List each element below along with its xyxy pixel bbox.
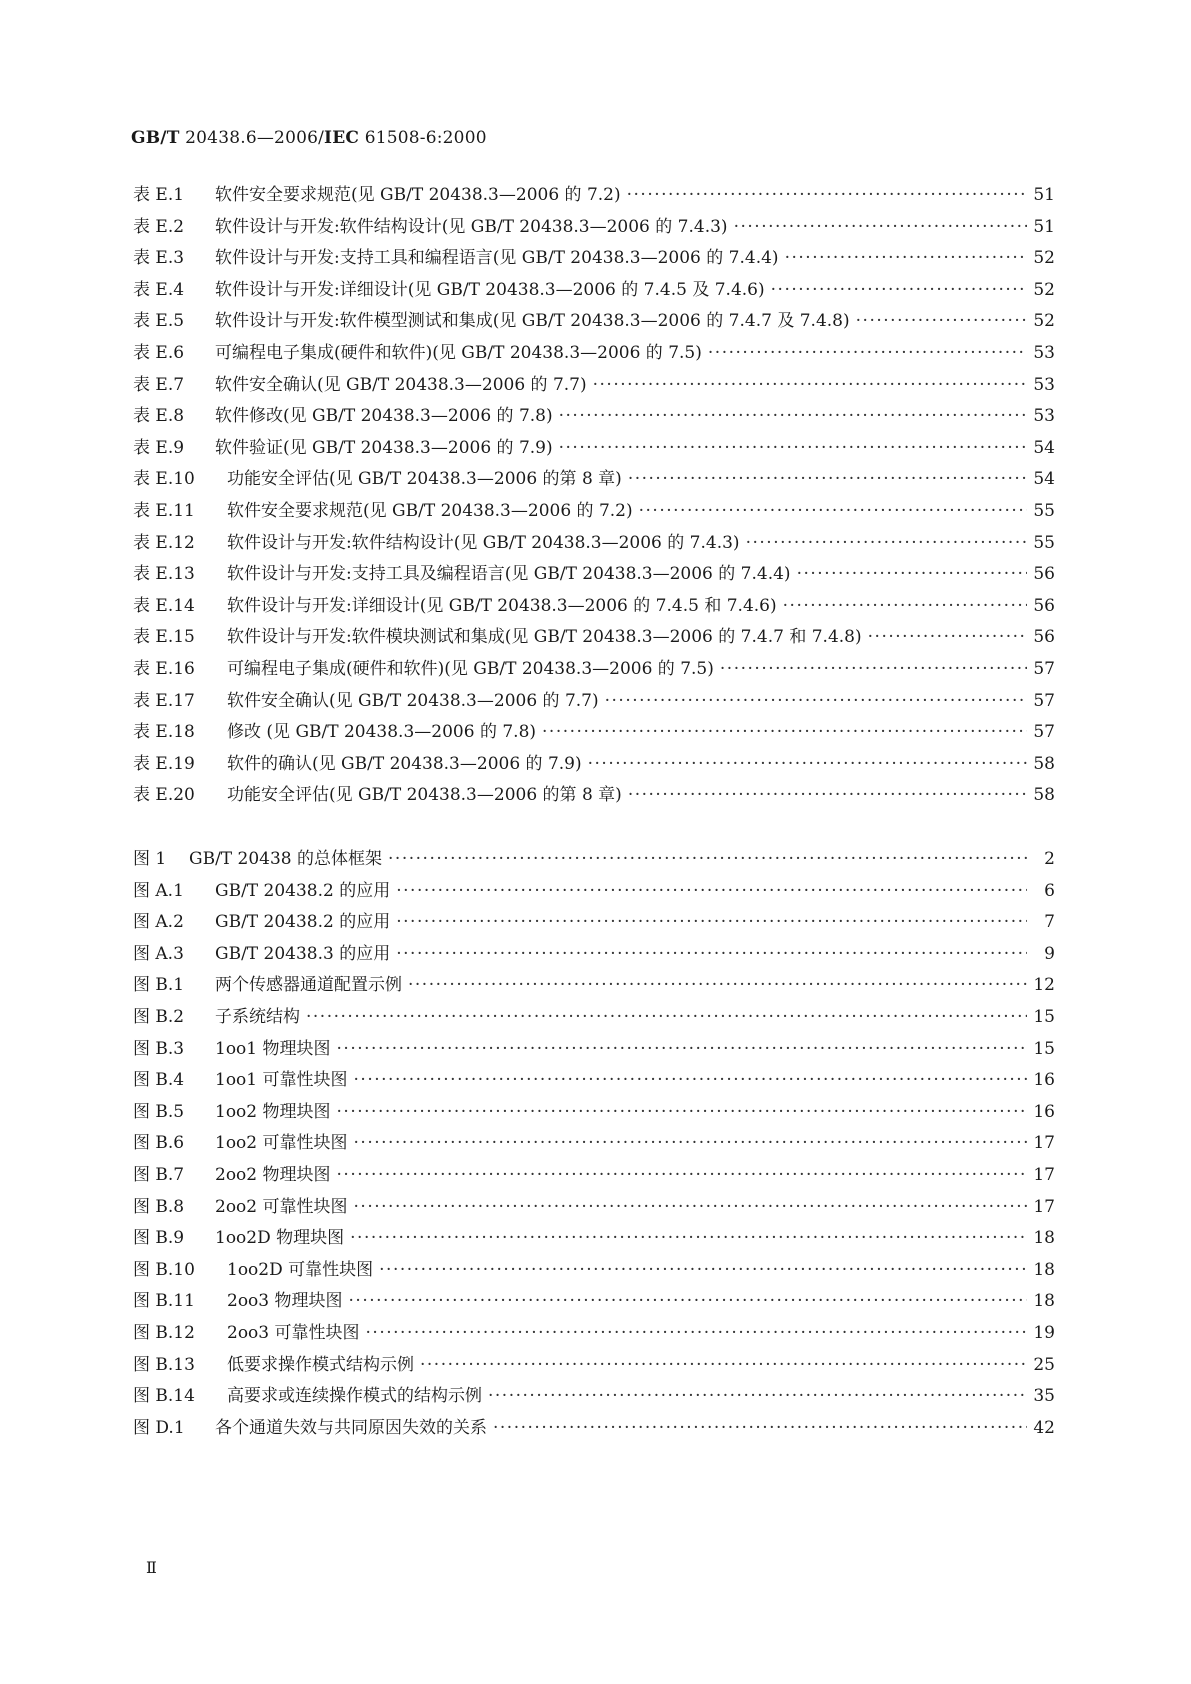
toc-entry-title: 2oo2 物理块图	[215, 1164, 331, 1185]
toc-entry[interactable]	[133, 1192, 1055, 1224]
toc-entry-label: 表 E.6	[133, 342, 185, 363]
toc-leader-dots	[354, 1192, 1027, 1224]
toc-entry-page: 56	[1033, 564, 1055, 585]
toc-leader-dots	[337, 1160, 1027, 1192]
toc-entry[interactable]	[133, 686, 1055, 718]
toc-entry-label: 表 E.2	[133, 216, 185, 237]
toc-entry-page: 19	[1033, 1322, 1055, 1343]
toc-entry-title: 软件设计与开发:详细设计(见 GB/T 20438.3—2006 的 7.4.5 和 7.4.6)	[227, 595, 777, 616]
toc-entry-page: 6	[1044, 880, 1055, 901]
toc-entry-page: 17	[1033, 1196, 1055, 1217]
toc-leader-dots	[783, 591, 1027, 623]
toc-leader-dots	[349, 1286, 1027, 1318]
toc-entry-label: 图 B.14	[133, 1386, 195, 1407]
standard-header	[131, 128, 487, 148]
toc-entry-label: 表 E.9	[133, 437, 185, 458]
toc-entry-label: 图 D.1	[133, 1417, 185, 1438]
toc-entry-label: 图 B.12	[133, 1322, 195, 1343]
toc-entry-label: 图 B.3	[133, 1038, 185, 1059]
toc-entry-page: 7	[1044, 912, 1055, 933]
toc-entry-title: 软件设计与开发:软件模型测试和集成(见 GB/T 20438.3—2006 的 7.4.7 及 7.4.8)	[215, 311, 850, 332]
toc-entry-page: 17	[1033, 1133, 1055, 1154]
toc-entry[interactable]	[133, 907, 1055, 939]
toc-entry-page: 12	[1033, 975, 1055, 996]
toc-entry[interactable]	[133, 876, 1055, 908]
toc-entry-page: 54	[1033, 437, 1055, 458]
toc-entry-label: 表 E.16	[133, 658, 195, 679]
toc-entry-title: GB/T 20438.3 的应用	[215, 943, 391, 964]
toc-entry[interactable]	[133, 970, 1055, 1002]
toc-entry[interactable]	[133, 1318, 1055, 1350]
toc-entry-title: 子系统结构	[215, 1006, 300, 1027]
header-gbt: GB/T	[131, 128, 180, 148]
toc-leader-dots	[366, 1318, 1027, 1350]
toc-entry-page: 25	[1033, 1354, 1055, 1375]
toc-entry[interactable]	[133, 1128, 1055, 1160]
toc-entry[interactable]	[133, 370, 1055, 402]
toc-entry-label: 图 A.1	[133, 880, 184, 901]
toc-entry-page: 16	[1033, 1101, 1055, 1122]
toc-entry-title: 软件安全要求规范(见 GB/T 20438.3—2006 的 7.2)	[227, 500, 633, 521]
toc-entry[interactable]	[133, 275, 1055, 307]
toc-entry[interactable]	[133, 939, 1055, 971]
toc-entry-label: 图 B.1	[133, 975, 185, 996]
toc-entry-label: 表 E.19	[133, 753, 195, 774]
toc-entry[interactable]	[133, 1350, 1055, 1382]
header-iec-number: 61508-6:2000	[359, 128, 487, 148]
toc-entry[interactable]	[133, 180, 1055, 212]
toc-entry-page: 58	[1033, 785, 1055, 806]
toc-entry-label: 图 B.11	[133, 1291, 195, 1312]
toc-entry-page: 57	[1033, 690, 1055, 711]
toc-leader-dots	[627, 180, 1027, 212]
toc-entry-page: 51	[1033, 185, 1055, 205]
toc-entry[interactable]	[133, 1286, 1055, 1318]
toc-entry[interactable]	[133, 496, 1055, 528]
toc-leader-dots	[628, 780, 1027, 812]
toc-entry-title: 2oo2 可靠性块图	[215, 1196, 348, 1217]
toc-entry-title: 软件设计与开发:软件模块测试和集成(见 GB/T 20438.3—2006 的 7.4.7 和 7.4.8)	[227, 627, 862, 648]
toc-entry-label: 表 E.8	[133, 406, 185, 427]
toc-leader-dots	[639, 496, 1027, 528]
toc-leader-dots	[593, 370, 1027, 402]
toc-leader-dots	[420, 1350, 1027, 1382]
toc-entry-label: 图 B.6	[133, 1133, 185, 1154]
toc-leader-dots	[856, 306, 1027, 338]
toc-entry-title: 软件安全要求规范(见 GB/T 20438.3—2006 的 7.2)	[215, 185, 621, 205]
toc-entry-page: 53	[1033, 342, 1055, 363]
toc-entry[interactable]	[133, 1223, 1055, 1255]
toc-entry-label: 表 E.17	[133, 690, 195, 711]
toc-leader-dots	[388, 844, 1027, 876]
header-iec: IEC	[324, 128, 360, 148]
toc-entry[interactable]	[133, 717, 1055, 749]
toc-entry-title: 软件修改(见 GB/T 20438.3—2006 的 7.8)	[215, 406, 553, 427]
toc-entry-page: 54	[1033, 469, 1055, 490]
toc-entry-label: 图 B.10	[133, 1259, 195, 1280]
toc-entry-title: 软件验证(见 GB/T 20438.3—2006 的 7.9)	[215, 437, 553, 458]
toc-entry-page: 57	[1033, 658, 1055, 679]
toc-entry-title: 2oo3 可靠性块图	[227, 1322, 360, 1343]
toc-leader-dots	[559, 433, 1027, 465]
toc-entry-page: 18	[1033, 1228, 1055, 1249]
toc-entry-label: 图 B.2	[133, 1006, 185, 1027]
toc-entry-label: 表 E.20	[133, 785, 195, 806]
toc-entry-page: 56	[1033, 627, 1055, 648]
toc-entry-label: 图 B.7	[133, 1164, 185, 1185]
toc-leader-dots	[350, 1223, 1027, 1255]
toc-entry-title: 1oo1 可靠性块图	[215, 1070, 348, 1091]
toc-entry-title: 软件设计与开发:支持工具和编程语言(见 GB/T 20438.3—2006 的 7.4.4)	[215, 248, 779, 269]
toc-entry-label: 表 E.12	[133, 532, 195, 553]
toc-entry[interactable]	[133, 338, 1055, 370]
toc-entry[interactable]	[133, 528, 1055, 560]
toc-entry-page: 18	[1033, 1291, 1055, 1312]
toc-entry[interactable]	[133, 1381, 1055, 1413]
toc-entry-title: 软件安全确认(见 GB/T 20438.3—2006 的 7.7)	[215, 374, 587, 395]
toc-entry-title: 1oo2 可靠性块图	[215, 1133, 348, 1154]
toc-entry[interactable]	[133, 1097, 1055, 1129]
toc-entry-label: 表 E.7	[133, 374, 185, 395]
toc-entry-page: 35	[1033, 1386, 1055, 1407]
toc-entry-label: 表 E.3	[133, 248, 185, 269]
toc-entry-title: 1oo2D 物理块图	[215, 1228, 345, 1249]
toc-entry[interactable]	[133, 654, 1055, 686]
toc-leader-dots	[337, 1034, 1027, 1066]
toc-entry-page: 17	[1033, 1164, 1055, 1185]
toc-entry-label: 图 B.4	[133, 1070, 185, 1091]
toc-leader-dots	[797, 559, 1027, 591]
toc-entry-label: 图 B.5	[133, 1101, 185, 1122]
toc-entry-title: 软件的确认(见 GB/T 20438.3—2006 的 7.9)	[227, 753, 582, 774]
toc-entry-title: GB/T 20438 的总体框架	[189, 849, 383, 869]
toc-leader-dots	[396, 876, 1027, 908]
toc-entry-title: 软件设计与开发:详细设计(见 GB/T 20438.3—2006 的 7.4.5 及 7.4.6)	[215, 279, 765, 300]
toc-entry-title: 1oo2 物理块图	[215, 1101, 331, 1122]
toc-entry[interactable]	[133, 243, 1055, 275]
toc-entry[interactable]	[133, 622, 1055, 654]
toc-entry-page: 51	[1033, 216, 1055, 237]
toc-entry[interactable]	[133, 1065, 1055, 1097]
toc-entry-label: 表 E.14	[133, 595, 195, 616]
toc-entry-title: 可编程电子集成(硬件和软件)(见 GB/T 20438.3—2006 的 7.5)	[227, 658, 714, 679]
toc-entry-page: 9	[1044, 943, 1055, 964]
toc-entry-title: 软件设计与开发:软件结构设计(见 GB/T 20438.3—2006 的 7.4.3)	[215, 216, 728, 237]
toc-entry-page: 15	[1033, 1038, 1055, 1059]
toc-leader-dots	[628, 464, 1027, 496]
toc-leader-dots	[559, 401, 1027, 433]
toc-entry[interactable]	[133, 1002, 1055, 1034]
toc-entry-page: 55	[1033, 532, 1055, 553]
toc-entry[interactable]	[133, 591, 1055, 623]
toc-entry-title: 1oo2D 可靠性块图	[227, 1259, 374, 1280]
toc-leader-dots	[771, 275, 1027, 307]
toc-entry-label: 表 E.15	[133, 627, 195, 648]
toc-entry[interactable]	[133, 780, 1055, 812]
toc-entry-label: 表 E.13	[133, 564, 195, 585]
toc-entry[interactable]	[133, 212, 1055, 244]
toc-entry[interactable]	[133, 1255, 1055, 1287]
toc-entry-title: 1oo1 物理块图	[215, 1038, 331, 1059]
toc-leader-dots	[354, 1065, 1027, 1097]
toc-leader-dots	[708, 338, 1027, 370]
toc-leader-dots	[379, 1255, 1027, 1287]
toc-leader-dots	[354, 1128, 1027, 1160]
toc-entry-page: 42	[1033, 1417, 1055, 1438]
toc-entry-page: 2	[1044, 849, 1055, 869]
toc-entry-page: 52	[1033, 248, 1055, 269]
toc-entry-label: 表 E.11	[133, 500, 195, 521]
toc-leader-dots	[785, 243, 1027, 275]
toc-entry-label: 表 E.10	[133, 469, 195, 490]
toc-entry-page: 53	[1033, 374, 1055, 395]
toc-figures-list	[133, 844, 1055, 1444]
toc-tables-list	[133, 180, 1055, 812]
toc-entry[interactable]	[133, 844, 1055, 876]
toc-entry-title: 低要求操作模式结构示例	[227, 1354, 414, 1375]
toc-entry-title: GB/T 20438.2 的应用	[215, 912, 391, 933]
page-number: Ⅱ	[146, 1558, 157, 1577]
toc-entry-title: 功能安全评估(见 GB/T 20438.3—2006 的第 8 章)	[227, 469, 622, 490]
toc-entry[interactable]	[133, 1413, 1055, 1445]
toc-entry-label: 图 B.8	[133, 1196, 185, 1217]
toc-entry-label: 图 1	[133, 849, 167, 869]
toc-entry-title: 高要求或连续操作模式的结构示例	[227, 1386, 482, 1407]
toc-entry-page: 52	[1033, 311, 1055, 332]
toc-entry-title: 修改 (见 GB/T 20438.3—2006 的 7.8)	[227, 722, 537, 743]
toc-leader-dots	[396, 939, 1027, 971]
toc-entry-page: 16	[1033, 1070, 1055, 1091]
toc-entry[interactable]	[133, 401, 1055, 433]
toc-leader-dots	[734, 212, 1027, 244]
toc-leader-dots	[588, 749, 1027, 781]
toc-entry-label: 图 A.2	[133, 912, 184, 933]
toc-entry-label: 表 E.18	[133, 722, 195, 743]
toc-leader-dots	[493, 1413, 1027, 1445]
toc-leader-dots	[396, 907, 1027, 939]
toc-leader-dots	[542, 717, 1027, 749]
toc-entry[interactable]	[133, 1034, 1055, 1066]
toc-entry[interactable]	[133, 464, 1055, 496]
toc-leader-dots	[408, 970, 1027, 1002]
toc-entry-title: 软件设计与开发:软件结构设计(见 GB/T 20438.3—2006 的 7.4.3)	[227, 532, 740, 553]
toc-entry-page: 15	[1033, 1006, 1055, 1027]
toc-entry-label: 表 E.4	[133, 279, 185, 300]
toc-entry-title: 软件设计与开发:支持工具及编程语言(见 GB/T 20438.3—2006 的 7.4.4)	[227, 564, 791, 585]
toc-entry-title: 功能安全评估(见 GB/T 20438.3—2006 的第 8 章)	[227, 785, 622, 806]
toc-entry-page: 57	[1033, 722, 1055, 743]
toc-entry-label: 图 A.3	[133, 943, 184, 964]
toc-leader-dots	[868, 622, 1027, 654]
toc-entry-page: 18	[1033, 1259, 1055, 1280]
toc-entry-label: 图 B.9	[133, 1228, 185, 1249]
toc-leader-dots	[306, 1002, 1027, 1034]
toc-entry-label: 表 E.5	[133, 311, 185, 332]
toc-entry-page: 56	[1033, 595, 1055, 616]
toc-leader-dots	[746, 528, 1027, 560]
toc-entry-title: 可编程电子集成(硬件和软件)(见 GB/T 20438.3—2006 的 7.5)	[215, 342, 702, 363]
toc-entry[interactable]	[133, 749, 1055, 781]
toc-entry[interactable]	[133, 306, 1055, 338]
toc-entry-title: 软件安全确认(见 GB/T 20438.3—2006 的 7.7)	[227, 690, 599, 711]
toc-entry-page: 55	[1033, 500, 1055, 521]
toc-entry-title: 2oo3 物理块图	[227, 1291, 343, 1312]
header-number: 20438.6—2006/	[179, 128, 325, 148]
toc-leader-dots	[720, 654, 1027, 686]
toc-entry[interactable]	[133, 433, 1055, 465]
toc-entry-label: 图 B.13	[133, 1354, 195, 1375]
toc-entry-title: 各个通道失效与共同原因失效的关系	[215, 1417, 487, 1438]
toc-entry-page: 53	[1033, 406, 1055, 427]
toc-leader-dots	[605, 686, 1027, 718]
toc-entry-title: GB/T 20438.2 的应用	[215, 880, 391, 901]
toc-entry-page: 52	[1033, 279, 1055, 300]
toc-leader-dots	[488, 1381, 1027, 1413]
toc-entry[interactable]	[133, 559, 1055, 591]
toc-entry-title: 两个传感器通道配置示例	[215, 975, 402, 996]
toc-entry-label: 表 E.1	[133, 185, 185, 205]
toc-leader-dots	[337, 1097, 1027, 1129]
toc-entry[interactable]	[133, 1160, 1055, 1192]
toc-entry-page: 58	[1033, 753, 1055, 774]
